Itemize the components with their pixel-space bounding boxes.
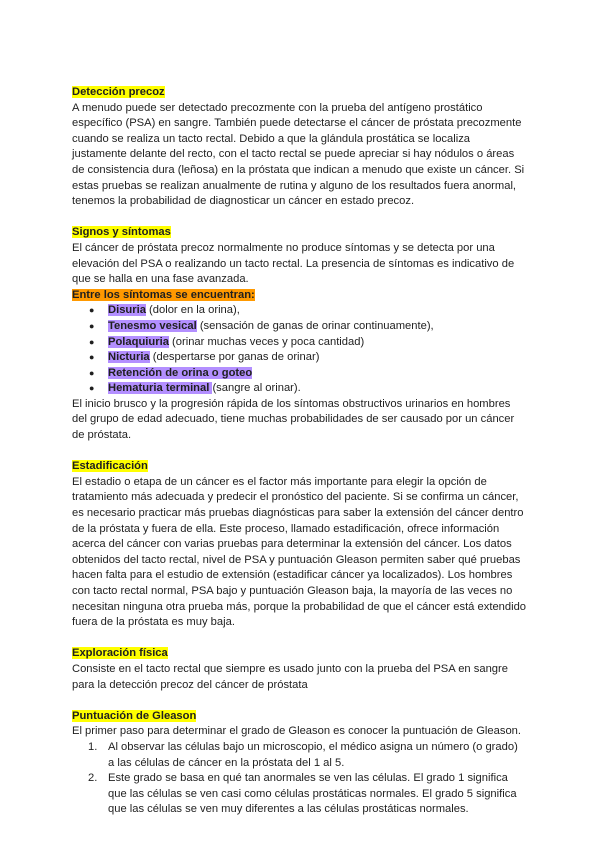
list-item [88,740,527,771]
list-item [108,350,527,366]
step-number: 2. [88,772,98,785]
paragraph: El cáncer de próstata precoz normalmente no produce síntomas y se detecta por una elevación del PSA o realizando un tacto rectal. La presencia de síntomas es indicativo de que se halla en una fase avanzada. [72,241,515,286]
symptom-term: Tenesmo vesical [108,319,197,332]
list-item [108,319,527,335]
section-estadificacion [72,459,527,631]
symptom-term: Polaquiuria [108,335,169,348]
section-heading: Detección precoz [72,86,165,98]
paragraph: El inicio brusco y la progresión rápida de los síntomas obstructivos urinarios en hombres del grupo de edad adecuado, tiene muchas probabilidades de ser causado por un cáncer de próstata. [72,397,515,442]
section-puntuacion-gleason [72,709,527,818]
section-heading: Puntuación de Gleason [72,709,197,722]
symptom-desc: (sangre al orinar). [212,382,301,395]
symptom-term: Retención de orina o goteo [108,366,253,379]
section-heading: Exploración física [72,647,168,660]
list-item [108,303,527,319]
section-heading: Estadificación [72,460,148,473]
paragraph: El estadio o etapa de un cáncer es el factor más importante para elegir la opción de tratamiento más adecuada y predecir el pronóstico del paciente. Si se confirma un cáncer, es necesario practicar más pruebas diagnósticas para saber la extensión del cáncer dentro de la próstata y fuera de ella. Este proceso, llamado estadificación, ofrece información acerca del cáncer con varias pruebas para determinar la extensión del cáncer. Los datos obtenidos del tacto rectal, nivel de PSA y puntuación Gleason permiten saber qué pruebas hacen falta para el estudio de extensión (estadificar cáncer ya localizados). Los hombres con tacto rectal normal, PSA bajo y puntuación Gleason baja, la mayoría de las veces no necesitan ninguna otra prueba más, porque la probabilidad de que el cáncer está extendido fuera de la próstata es muy baja. [72,475,527,629]
paragraph: Consiste en el tacto rectal que siempre es usado junto con la prueba del PSA en sangre para la detección precoz del cáncer de próstata [72,662,508,691]
section-heading: Signos y síntomas [72,226,171,239]
list-item [108,366,527,382]
step-text: Este grado se basa en qué tan anormales se ven las células. El grado 1 significa que las células se ven casi como células prostáticas normales. El grado 5 significa que las células se ven muy diferentes a las células prostáticas normales. [108,772,517,816]
document-body [72,85,527,834]
symptom-desc: (sensación de ganas de orinar continuamente), [196,319,434,332]
symptom-desc: (dolor en la orina), [145,304,240,317]
symptom-term: Nicturia [108,351,150,364]
list-item [108,381,527,397]
gleason-steps-list [72,740,527,818]
step-number: 1. [88,740,98,753]
symptom-list [72,303,527,397]
symptom-desc: (despertarse por ganas de orinar) [149,351,320,364]
list-item [108,335,527,351]
step-text: Al observar las células bajo un microscopio, el médico asigna un número (o grado) a las células de cáncer en la próstata del 1 al 5. [108,740,518,769]
sub-heading: Entre los síntomas se encuentran: [72,288,255,301]
symptom-desc: (orinar muchas veces y poca cantidad) [168,335,365,348]
list-item [88,771,527,818]
section-exploracion-fisica [72,646,527,693]
section-signos-sintomas [72,225,527,443]
paragraph: El primer paso para determinar el grado de Gleason es conocer la puntuación de Gleason. [72,725,522,738]
symptom-term: Hematuria terminal [108,382,213,395]
symptom-term: Disuria [108,304,146,317]
section-deteccion-precoz [72,85,527,210]
paragraph: A menudo puede ser detectado precozmente con la prueba del antígeno prostático específico (PSA) en sangre. También puede detectarse el cáncer de próstata precozmente cuando se realiza un tacto rectal. Debido a que la glándula prostática se localiza justamente delante del recto, con el tacto rectal se puede apreciar si hay nódulos o áreas de consistencia dura (leñosa) en la próstata que indican a menudo que existe un cáncer. Si estas pruebas se realizan anualmente de rutina y alguno de los resultados fuera anormal, tenemos la probabilidad de diagnosticar un cáncer en estado precoz. [72,101,525,208]
